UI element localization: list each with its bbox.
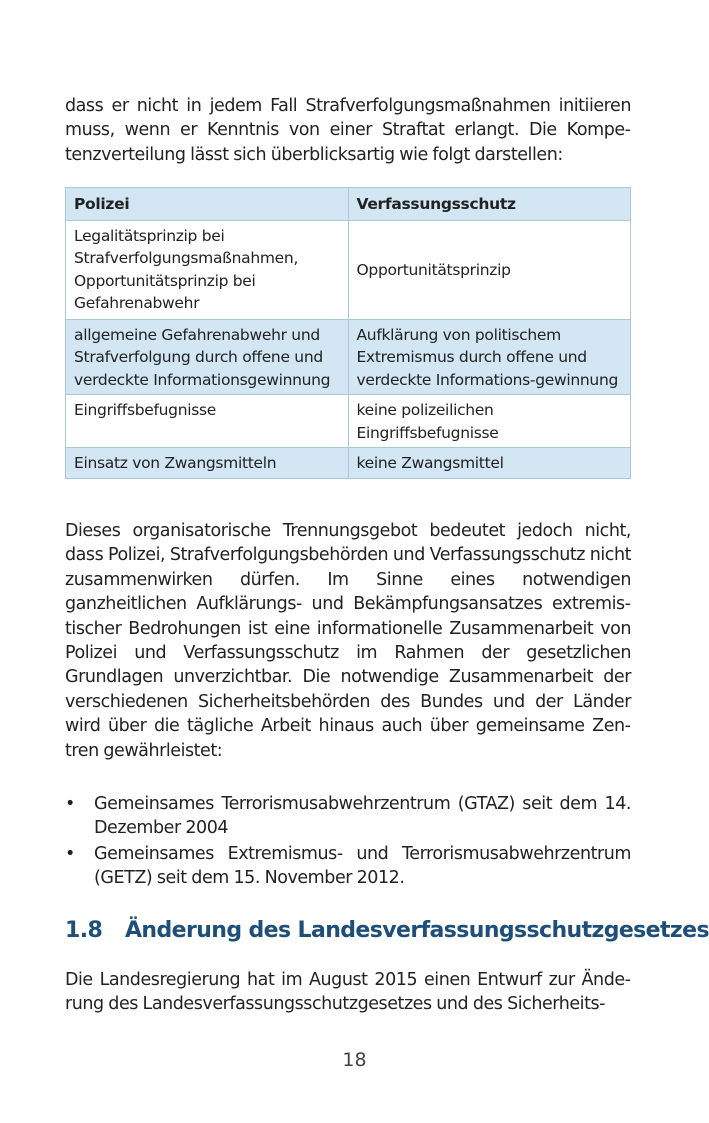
list-item <box>65 792 631 841</box>
section-title: Änderung des Landesverfassungsschutzgesetzes <box>125 918 709 943</box>
bullet-icon: • <box>65 843 75 864</box>
table-cell: allgemeine Gefahrenabwehr und Strafverfolgung durch offene und verdeckte Informationsgewinnung <box>66 319 349 395</box>
table-cell: keine polizeilichen Eingriffsbefugnisse <box>348 395 631 448</box>
bullet-list <box>65 792 631 892</box>
table-cell: Opportunitätsprinzip <box>348 220 631 319</box>
table-row <box>66 395 631 448</box>
table-cell: Einsatz von Zwangsmitteln <box>66 448 349 479</box>
table-cell: Eingriffsbefugnisse <box>66 395 349 448</box>
bullet-icon: • <box>65 794 75 814</box>
section-heading <box>65 918 709 943</box>
table-row <box>66 319 631 395</box>
table-row <box>66 220 631 319</box>
table-cell: Aufklärung von politischem Extremismus durch offene und verdeckte Informations-gewinnung <box>348 319 631 395</box>
table-cell: Legalitätsprinzip bei Strafverfolgungsmaßnahmen, Opportunitätsprinzip bei Gefahrenabwehr <box>66 220 349 319</box>
table-row <box>66 448 631 479</box>
table-header-row <box>66 188 631 221</box>
intro-paragraph: dass er nicht in jedem Fall Strafverfolgungsmaßnahmen initiieren muss, wenn er Kenntnis von einer Straftat erlangt. Die Kompetenzverteilung lässt sich überblicksartig wie folgt darstellen: <box>65 96 631 165</box>
body-paragraph: Dieses organisatorische Trennungsgebot bedeutet jedoch nicht, dass Polizei, Strafverfolgungsbehörden und Verfassungsschutz nicht zusammenwirken dürfen. Im Sinne eines notwendigen ganzheitlichen Aufklärungs- und Bekämpfungsansatzes extremistischer Bedrohungen ist eine informationelle Zusammenarbeit von Polizei und Verfassungsschutz im Rahmen der gesetzlichen Grundlagen unverzichtbar. Die notwendige Zusammenarbeit der verschiedenen Sicherheitsbehörden des Bundes und der Länder wird über die tägliche Arbeit hinaus auch über gemeinsame Zentren gewährleistet: <box>65 521 631 761</box>
table-header-cell: Verfassungsschutz <box>348 188 631 221</box>
table-header-cell: Polizei <box>66 188 349 221</box>
page-number: 18 <box>342 1049 367 1071</box>
competence-table <box>65 187 631 479</box>
closing-paragraph: Die Landesregierung hat im August 2015 einen Entwurf zur Änderung des Landesverfassungsschutzgesetzes und des Sicherheits- <box>65 970 631 1015</box>
section-number: 1.8 <box>65 918 103 943</box>
list-item-text: Gemeinsames Terrorismusabwehrzentrum (GTAZ) seit dem 14. Dezember 2004 <box>94 794 631 839</box>
list-item <box>65 842 631 891</box>
table-cell: keine Zwangsmittel <box>348 448 631 479</box>
list-item-text: Gemeinsames Extremismus- und Terrorismusabwehrzentrum (GETZ) seit dem 15. November 2012. <box>94 843 631 889</box>
